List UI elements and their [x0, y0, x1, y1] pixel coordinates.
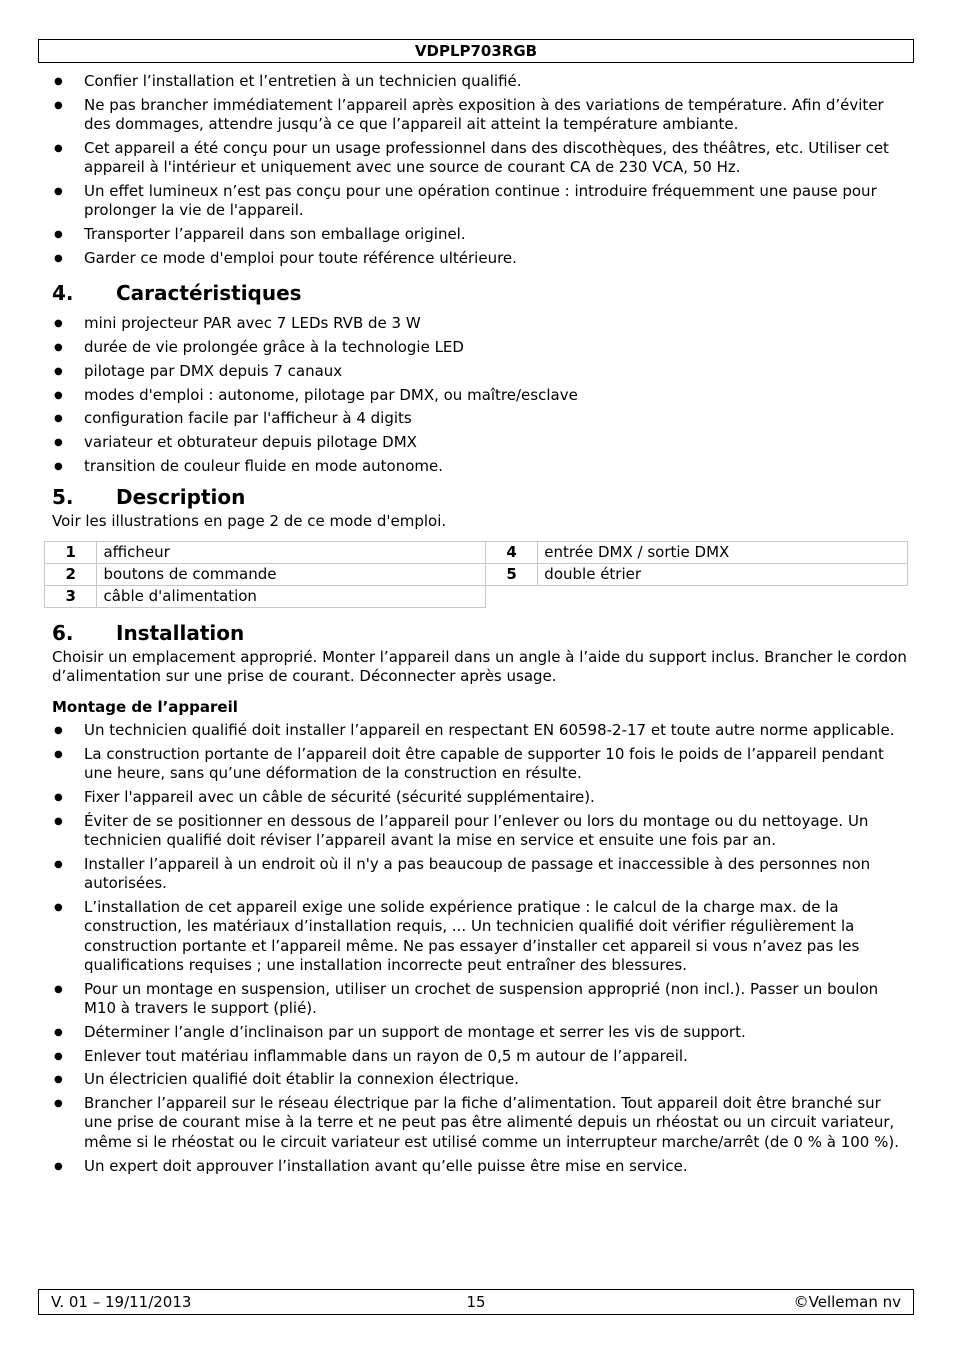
installation-list [52, 721, 908, 1176]
table-cell: 2 [45, 563, 97, 585]
table-cell: double étrier [538, 563, 908, 585]
section-title: Description [116, 485, 246, 510]
footer-copyright: ©Velleman nv [793, 1293, 901, 1311]
list-item: ● modes d'emploi : autonome, pilotage par DMX, ou maître/esclave [52, 386, 908, 405]
table-cell-empty [485, 585, 907, 607]
section-number: 5. [52, 485, 74, 510]
header-title: VDPLP703RGB [414, 42, 538, 60]
section-title: Installation [116, 620, 245, 645]
table-row [45, 585, 908, 607]
table-cell: entrée DMX / sortie DMX [538, 541, 908, 563]
list-item: ● durée de vie prolongée grâce à la technologie LED [52, 338, 908, 357]
table-cell: câble d'alimentation [97, 585, 485, 607]
list-item: ● Un expert doit approuver l’installation avant qu’elle puisse être mise en service. [52, 1157, 908, 1176]
section-heading-features [52, 280, 908, 306]
description-table [44, 541, 908, 608]
section-title: Caractéristiques [116, 281, 302, 306]
section-heading-description [52, 484, 908, 510]
list-item: ● Brancher l’appareil sur le réseau électrique par la fiche d’alimentation. Tout appareil doit être branché sur une prise de courant mise à la terre et ne peut pas être alimenté depuis un rhéostat ou un circuit variateur, même si le rhéostat ou le circuit variateur est utilisé comme un interrupteur marche/arrêt (de 0 % à 100 %). [52, 1094, 908, 1152]
list-item: ● mini projecteur PAR avec 7 LEDs RVB de 3 W [52, 314, 908, 333]
table-cell: 1 [45, 541, 97, 563]
section-number: 4. [52, 281, 74, 306]
list-item: ● Transporter l’appareil dans son emballage originel. [52, 225, 908, 244]
list-item: ● Enlever tout matériau inflammable dans un rayon de 0,5 m autour de l’appareil. [52, 1047, 908, 1066]
list-item: ● Éviter de se positionner en dessous de l’appareil pour l’enlever ou lors du montage ou du nettoyage. Un technicien qualifié doit réviser l’appareil avant la mise en service et ensuite une fois par an. [52, 812, 908, 851]
section-heading-installation [52, 620, 908, 646]
list-item: ● La construction portante de l’appareil doit être capable de supporter 10 fois le poids de l’appareil pendant une heure, sans qu’une déformation de la construction en résulte. [52, 745, 908, 784]
page-header [38, 39, 914, 63]
safety-list [52, 72, 908, 268]
page-footer [38, 1289, 914, 1315]
subsection-title: Montage de l’appareil [52, 698, 238, 717]
list-item: ● Installer l’appareil à un endroit où il n'y a pas beaucoup de passage et inaccessible à des personnes non autorisées. [52, 855, 908, 894]
table-cell: afficheur [97, 541, 485, 563]
table-row [45, 541, 908, 563]
list-item: ● Confier l’installation et l’entretien à un technicien qualifié. [52, 72, 908, 91]
table-row [45, 563, 908, 585]
description-intro: Voir les illustrations en page 2 de ce mode d'emploi. [52, 512, 447, 531]
list-item: ● pilotage par DMX depuis 7 canaux [52, 362, 908, 381]
list-item: ● Fixer l'appareil avec un câble de sécurité (sécurité supplémentaire). [52, 788, 908, 807]
features-list [52, 314, 908, 476]
list-item: ● variateur et obturateur depuis pilotage DMX [52, 433, 908, 452]
footer-version: V. 01 – 19/11/2013 [51, 1293, 192, 1311]
list-item: ● Pour un montage en suspension, utiliser un crochet de suspension approprié (non incl.). Passer un boulon M10 à travers le support (plié). [52, 980, 908, 1019]
list-item: ● Un technicien qualifié doit installer l’appareil en respectant EN 60598-2-17 et toute autre norme applicable. [52, 721, 908, 740]
table-cell: 5 [485, 563, 537, 585]
page-content [52, 72, 908, 1180]
list-item: ● Un effet lumineux n’est pas conçu pour une opération continue : introduire fréquemment une pause pour prolonger la vie de l'appareil. [52, 182, 908, 221]
table-cell: 4 [485, 541, 537, 563]
table-cell: boutons de commande [97, 563, 485, 585]
table-cell: 3 [45, 585, 97, 607]
list-item: ● Un électricien qualifié doit établir la connexion électrique. [52, 1070, 908, 1089]
list-item: ● L’installation de cet appareil exige une solide expérience pratique : le calcul de la charge max. de la construction, les matériaux d’installation requis, ... Un technicien qualifié doit vérifier régulièrement la construction portante et l’appareil même. Ne pas essayer d’installer cet appareil si vous n’avez pas les qualifications requises ; une installation incorrecte peut entraîner des blessures. [52, 898, 908, 975]
installation-intro: Choisir un emplacement approprié. Monter l’appareil dans un angle à l’aide du support inclus. Brancher le cordon d’alimentation sur une prise de courant. Déconnecter après usage. [52, 647, 907, 685]
list-item: ● configuration facile par l'afficheur à 4 digits [52, 409, 908, 428]
section-number: 6. [52, 620, 74, 645]
list-item: ● transition de couleur fluide en mode autonome. [52, 457, 908, 476]
list-item: ● Ne pas brancher immédiatement l’appareil après exposition à des variations de température. Afin d’éviter des dommages, attendre jusqu’à ce que l’appareil ait atteint la température ambiante. [52, 96, 908, 135]
list-item: ● Cet appareil a été conçu pour un usage professionnel dans des discothèques, des théâtres, etc. Utiliser cet appareil à l'intérieur et uniquement avec une source de courant CA de 230 VCA, 50 Hz. [52, 139, 908, 178]
list-item: ● Garder ce mode d'emploi pour toute référence ultérieure. [52, 249, 908, 268]
footer-page-number: 15 [466, 1293, 486, 1311]
list-item: ● Déterminer l’angle d’inclinaison par un support de montage et serrer les vis de support. [52, 1023, 908, 1042]
